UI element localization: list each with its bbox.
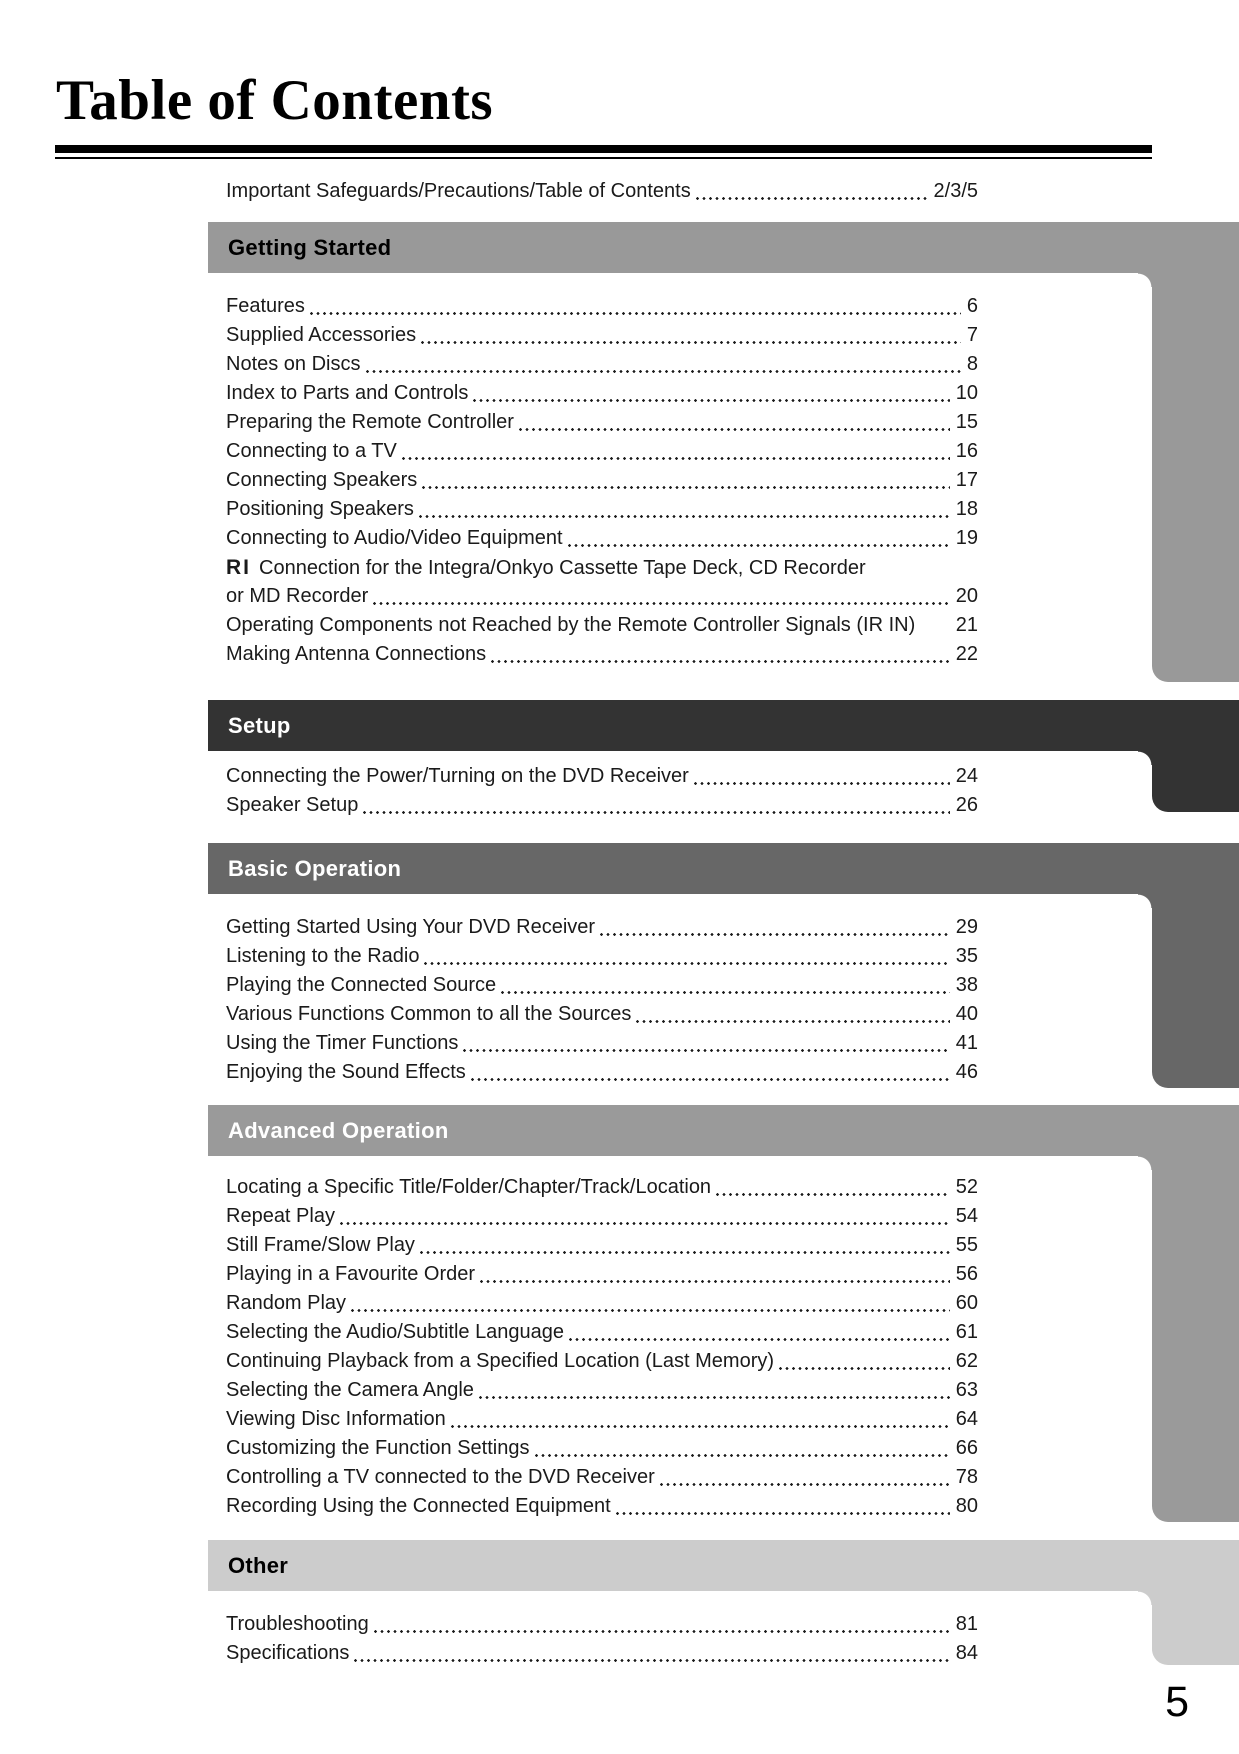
toc-entry bbox=[226, 1463, 978, 1492]
toc-entry bbox=[226, 1289, 978, 1318]
section-title: Other bbox=[228, 1552, 289, 1578]
toc-entry-label: Enjoying the Sound Effects bbox=[226, 1061, 466, 1083]
dotted-leader bbox=[480, 1280, 950, 1283]
toc-entry bbox=[226, 640, 978, 669]
dotted-leader bbox=[471, 1078, 950, 1081]
section-entries-other bbox=[226, 1610, 978, 1668]
toc-entry-page: 21 bbox=[955, 614, 978, 636]
toc-entry bbox=[226, 437, 978, 466]
dotted-leader bbox=[716, 1193, 950, 1196]
title-rule-thick bbox=[55, 145, 1152, 153]
toc-entry-page: 8 bbox=[966, 353, 978, 375]
section-title: Setup bbox=[228, 712, 291, 738]
toc-entry-page: 41 bbox=[955, 1032, 978, 1054]
dotted-leader bbox=[501, 991, 950, 994]
toc-entry bbox=[226, 1202, 978, 1231]
section-header-basic-operation bbox=[208, 843, 1239, 894]
dotted-leader bbox=[419, 515, 950, 518]
toc-entry bbox=[226, 350, 978, 379]
dotted-leader bbox=[491, 660, 950, 663]
toc-entry-label: Repeat Play bbox=[226, 1205, 335, 1227]
section-tab-getting-started bbox=[1152, 222, 1239, 682]
section-tab-fillet bbox=[1138, 273, 1152, 287]
section-tab-fillet bbox=[1138, 894, 1152, 908]
toc-entry bbox=[226, 1639, 978, 1668]
dotted-leader bbox=[569, 1338, 950, 1341]
toc-entry-page: 10 bbox=[955, 382, 978, 404]
toc-entry-page: 64 bbox=[955, 1408, 978, 1430]
toc-entry-label: Features bbox=[226, 295, 305, 317]
dotted-leader bbox=[451, 1425, 950, 1428]
toc-entry bbox=[226, 1260, 978, 1289]
toc-entry-label: Preparing the Remote Controller bbox=[226, 411, 514, 433]
section-entries-setup bbox=[226, 762, 978, 820]
dotted-leader bbox=[351, 1309, 950, 1312]
toc-entry bbox=[226, 1231, 978, 1260]
toc-entry bbox=[226, 582, 978, 611]
dotted-leader bbox=[366, 370, 961, 373]
section-title: Getting Started bbox=[228, 234, 392, 260]
toc-entry bbox=[226, 1318, 978, 1347]
toc-entry-page: 61 bbox=[955, 1321, 978, 1343]
section-header-advanced-operation bbox=[208, 1105, 1239, 1156]
dotted-leader bbox=[660, 1483, 950, 1486]
toc-entry bbox=[226, 553, 978, 582]
dotted-leader bbox=[373, 602, 949, 605]
dotted-leader bbox=[340, 1222, 950, 1225]
toc-entry-page: 78 bbox=[955, 1466, 978, 1488]
toc-entry-label: Connecting the Power/Turning on the DVD Receiver bbox=[226, 765, 689, 787]
toc-entry-page: 29 bbox=[955, 916, 978, 938]
toc-entry bbox=[226, 495, 978, 524]
toc-entry-label: Troubleshooting bbox=[226, 1613, 369, 1635]
toc-entry bbox=[226, 1610, 978, 1639]
toc-entry-page: 84 bbox=[955, 1642, 978, 1664]
toc-entry bbox=[226, 971, 978, 1000]
toc-entry-label: Getting Started Using Your DVD Receiver bbox=[226, 916, 596, 938]
toc-entry-page: 63 bbox=[955, 1379, 978, 1401]
toc-entry-label: Playing the Connected Source bbox=[226, 974, 497, 996]
leader-gap bbox=[871, 573, 972, 576]
toc-entry-page: 80 bbox=[955, 1495, 978, 1517]
toc-entry-label: Continuing Playback from a Specified Location (Last Memory) bbox=[226, 1350, 775, 1372]
toc-entry-label: Customizing the Function Settings bbox=[226, 1437, 530, 1459]
dotted-leader bbox=[535, 1454, 950, 1457]
toc-entry bbox=[226, 1029, 978, 1058]
title-rule-thin bbox=[55, 157, 1152, 159]
toc-entry-page: 35 bbox=[955, 945, 978, 967]
section-entries-basic-operation bbox=[226, 913, 978, 1087]
dotted-leader bbox=[422, 486, 950, 489]
toc-entry-label: Positioning Speakers bbox=[226, 498, 414, 520]
toc-entry-label: Still Frame/Slow Play bbox=[226, 1234, 415, 1256]
section-tab-fillet bbox=[1138, 1591, 1152, 1605]
toc-entry-label: Important Safeguards/Precautions/Table of Contents bbox=[226, 180, 691, 202]
toc-entry-page: 6 bbox=[966, 295, 978, 317]
section-header-getting-started bbox=[208, 222, 1239, 273]
toc-entry-label: Selecting the Camera Angle bbox=[226, 1379, 474, 1401]
toc-entry bbox=[226, 913, 978, 942]
dotted-leader bbox=[473, 399, 949, 402]
toc-entry-page: 17 bbox=[955, 469, 978, 491]
section-title: Basic Operation bbox=[228, 855, 402, 881]
toc-entry-page: 16 bbox=[955, 440, 978, 462]
toc-entry bbox=[226, 762, 978, 791]
toc-entry bbox=[226, 1058, 978, 1087]
section-header-other bbox=[208, 1540, 1239, 1591]
dotted-leader bbox=[354, 1659, 949, 1662]
intro-toc-entry bbox=[226, 177, 978, 206]
toc-entry-page: 19 bbox=[955, 527, 978, 549]
dotted-leader bbox=[424, 962, 949, 965]
toc-entry-label: Locating a Specific Title/Folder/Chapter/Track/Location bbox=[226, 1176, 712, 1198]
page-title: Table of Contents bbox=[56, 69, 494, 132]
toc-entry-page: 18 bbox=[955, 498, 978, 520]
dotted-leader bbox=[479, 1396, 950, 1399]
section-tab-fillet bbox=[1138, 751, 1152, 765]
toc-entry-page: 2/3/5 bbox=[933, 180, 978, 202]
toc-entry-label: Connecting to Audio/Video Equipment bbox=[226, 527, 563, 549]
toc-entry-label: or MD Recorder bbox=[226, 585, 369, 607]
section-header-setup bbox=[208, 700, 1239, 751]
toc-entry-page: 55 bbox=[955, 1234, 978, 1256]
toc-entry-label: Recording Using the Connected Equipment bbox=[226, 1495, 611, 1517]
toc-entry-label: Making Antenna Connections bbox=[226, 643, 487, 665]
toc-entry bbox=[226, 408, 978, 437]
toc-entry-page: 66 bbox=[955, 1437, 978, 1459]
toc-entry-label: Connecting Speakers bbox=[226, 469, 418, 491]
toc-entry bbox=[226, 321, 978, 350]
toc-entry-page: 54 bbox=[955, 1205, 978, 1227]
toc-entry-label: Using the Timer Functions bbox=[226, 1032, 459, 1054]
toc-entry bbox=[226, 942, 978, 971]
toc-entry-page: 24 bbox=[955, 765, 978, 787]
toc-entry-label: Selecting the Audio/Subtitle Language bbox=[226, 1321, 565, 1343]
toc-entry bbox=[226, 292, 978, 321]
dotted-leader bbox=[636, 1020, 949, 1023]
toc-entry-page: 20 bbox=[955, 585, 978, 607]
dotted-leader bbox=[600, 933, 950, 936]
dotted-leader bbox=[310, 312, 961, 315]
toc-entry-label: Operating Components not Reached by the Remote Controller Signals (IR IN) bbox=[226, 614, 916, 636]
toc-entry-page: 46 bbox=[955, 1061, 978, 1083]
toc-entry-label: Supplied Accessories bbox=[226, 324, 417, 346]
toc-entry-label: Notes on Discs bbox=[226, 353, 361, 375]
toc-entry bbox=[226, 379, 978, 408]
section-tab-fillet bbox=[1138, 1156, 1152, 1170]
toc-entry bbox=[226, 1376, 978, 1405]
toc-entry bbox=[226, 1434, 978, 1463]
toc-entry bbox=[226, 524, 978, 553]
section-entries-advanced-operation bbox=[226, 1173, 978, 1521]
leader-gap bbox=[920, 631, 950, 634]
section-entries-getting-started bbox=[226, 292, 978, 669]
dotted-leader bbox=[694, 782, 950, 785]
dotted-leader bbox=[363, 811, 949, 814]
toc-entry-label: Index to Parts and Controls bbox=[226, 382, 469, 404]
toc-entry-label: Connecting to a TV bbox=[226, 440, 397, 462]
dotted-leader bbox=[420, 1251, 950, 1254]
dotted-leader bbox=[568, 544, 950, 547]
toc-entry-page: 40 bbox=[955, 1003, 978, 1025]
toc-entry-page: 7 bbox=[966, 324, 978, 346]
toc-entry-page: 60 bbox=[955, 1292, 978, 1314]
toc-entry-page: 81 bbox=[955, 1613, 978, 1635]
section-tab-advanced-operation bbox=[1152, 1105, 1239, 1522]
toc-entry-page: 38 bbox=[955, 974, 978, 996]
ri-logo-icon: RI bbox=[226, 556, 251, 579]
dotted-leader bbox=[616, 1512, 950, 1515]
toc-entry-label: RI Connection for the Integra/Onkyo Cassette Tape Deck, CD Recorder bbox=[226, 556, 866, 579]
toc-entry bbox=[226, 791, 978, 820]
page-number: 5 bbox=[1165, 1678, 1189, 1726]
toc-entry-page: 52 bbox=[955, 1176, 978, 1198]
toc-entry-label: Random Play bbox=[226, 1292, 347, 1314]
toc-entry-page: 15 bbox=[955, 411, 978, 433]
dotted-leader bbox=[779, 1367, 950, 1370]
dotted-leader bbox=[421, 341, 961, 344]
toc-entry-page: 62 bbox=[955, 1350, 978, 1372]
toc-entry bbox=[226, 611, 978, 640]
toc-entry-page: 26 bbox=[955, 794, 978, 816]
toc-entry bbox=[226, 1347, 978, 1376]
toc-entry bbox=[226, 1405, 978, 1434]
dotted-leader bbox=[463, 1049, 949, 1052]
dotted-leader bbox=[374, 1630, 950, 1633]
dotted-leader bbox=[696, 197, 928, 200]
section-title: Advanced Operation bbox=[228, 1117, 449, 1143]
toc-entry-label: Controlling a TV connected to the DVD Receiver bbox=[226, 1466, 655, 1488]
toc-entry bbox=[226, 1173, 978, 1202]
toc-entry-label: Speaker Setup bbox=[226, 794, 359, 816]
dotted-leader bbox=[402, 457, 950, 460]
toc-entry-page: 22 bbox=[955, 643, 978, 665]
dotted-leader bbox=[519, 428, 950, 431]
toc-entry-label: Playing in a Favourite Order bbox=[226, 1263, 476, 1285]
toc-entry bbox=[226, 1000, 978, 1029]
toc-entry bbox=[226, 466, 978, 495]
toc-entry-label: Viewing Disc Information bbox=[226, 1408, 446, 1430]
toc-entry bbox=[226, 1492, 978, 1521]
toc-entry-label: Various Functions Common to all the Sources bbox=[226, 1003, 632, 1025]
toc-entry-page: 56 bbox=[955, 1263, 978, 1285]
toc-entry-label: Listening to the Radio bbox=[226, 945, 420, 967]
toc-entry-label: Specifications bbox=[226, 1642, 350, 1664]
